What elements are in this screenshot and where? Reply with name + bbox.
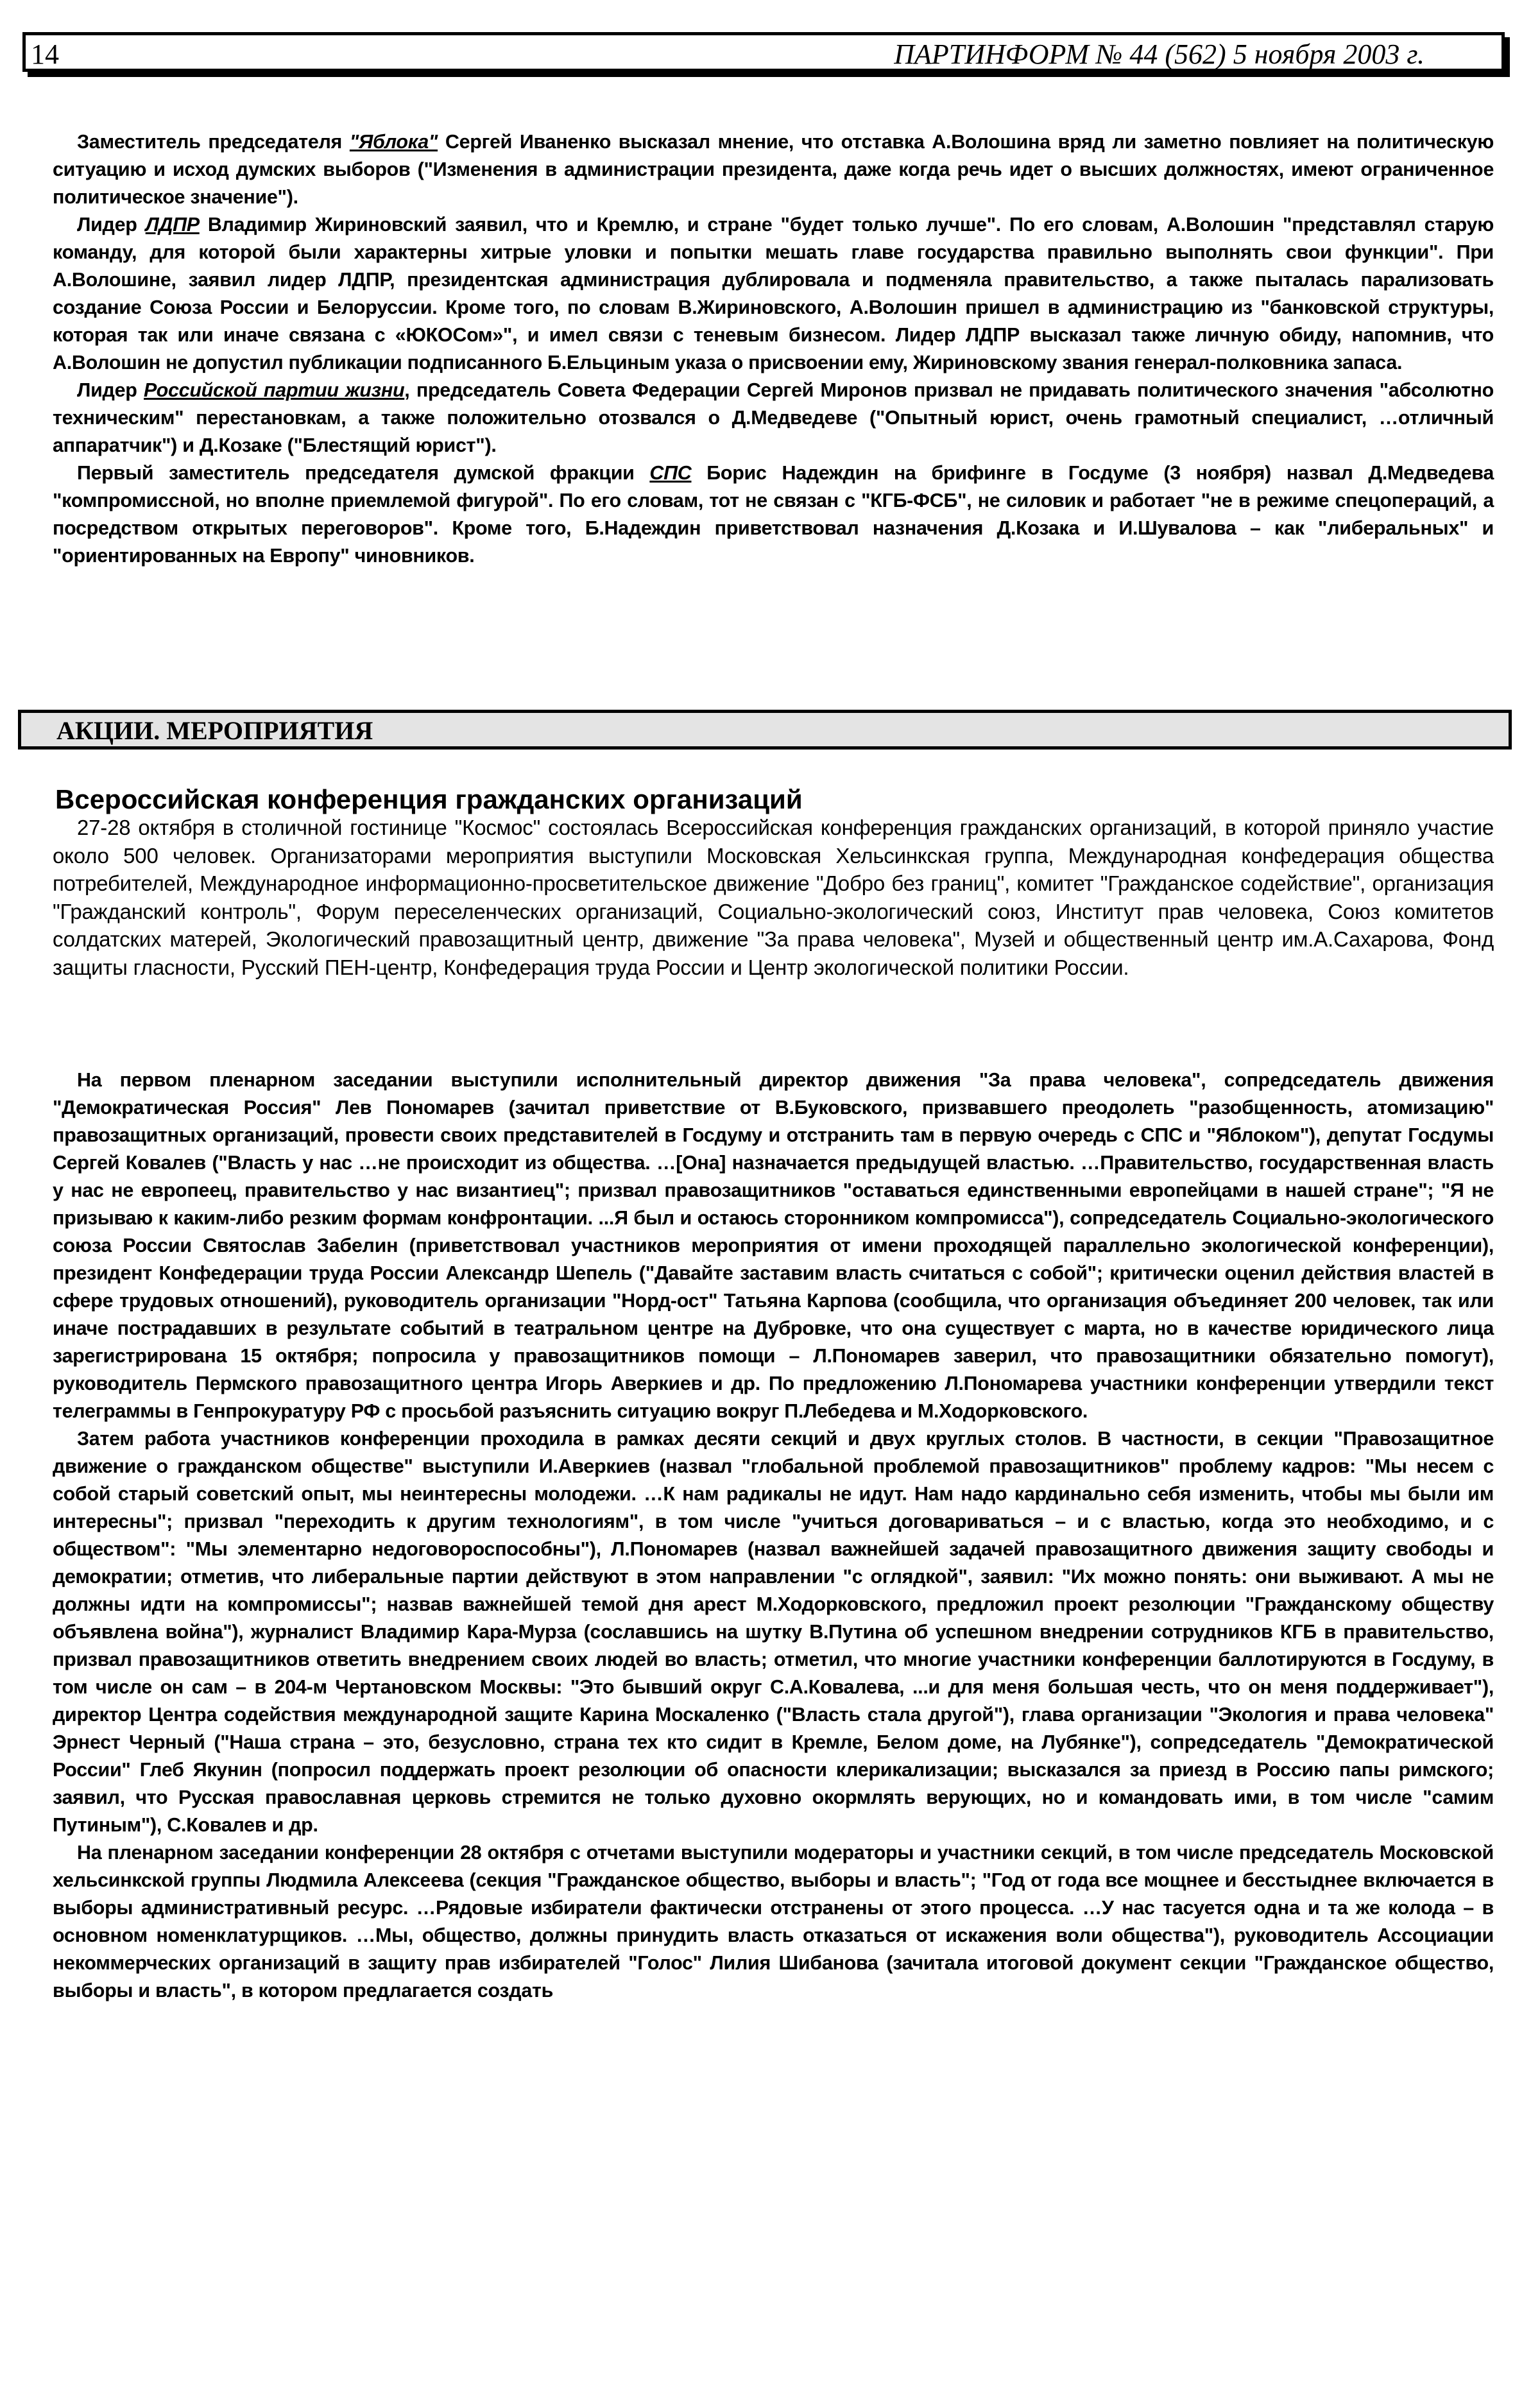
section-header: [18, 710, 1512, 750]
text: На первом пленарном заседании выступили исполнительный директор движения "За права человека", сопредседатель движения "Демократическая Россия" Лев Пономарев (зачитал приветствие от В.Буковского, призвавшего преодолеть "разобщенность, атомизацию" правозащитных организаций, провести своих представителей в Госдуму и отстранить там в первую очередь с СПС и "Яблоком"), депутат Госдумы Сергей Ковалев ("Власть у нас …не происходит из общества. …[Она] назначается предыдущей властью. …Правительство, государственная власть у нас не европеец, правительство у нас византиец"; призвал правозащитников "оставаться единственными европейцами в нашей стране"; "Я не призываю к каким-либо резким формам конфронтации. ...Я был и остаюсь сторонником компромисса"), сопредседатель Социально-экологического союза России Святослав Забелин (приветствовал участников мероприятия от имени проходящей параллельно экологической конференции), президент Конфедерации труда России Александр Шепель ("Давайте заставим власть считаться с собой"; критически оценил действия властей в сфере трудовых отношений), руководитель организации "Норд-ост" Татьяна Карпова (сообщила, что организация объединяет 200 человек, так или иначе пострадавших в результате событий в театральном центре на Дубровке, что она существует с марта, но в качестве юридического лица зарегистрирована 15 октября; попросила у правозащитников помощи – Л.Пономарев заверил, что правозащитники обязательно помогут), руководитель Пермского правозащитного центра Игорь Аверкиев и др. По предложению Л.Пономарева участники конференции утвердили текст телеграммы в Генпрокуратуру РФ с просьбой разъяснить ситуацию вокруг П.Лебедева и М.Ходорковского.: [53, 1069, 1494, 1422]
text: , председатель Совета Федерации Сергей Миронов призвал не придавать политического значения "абсолютно техническим" перестановкам, а также положительно отозвался о Д.Медведеве ("Опытный юрист, очень грамотный специалист, …отличный аппаратчик") и Д.Козаке ("Блестящий юрист").: [53, 379, 1494, 456]
text: Сергей Иваненко высказал мнение, что отставка А.Волошина вряд ли заметно повлияет на политическую ситуацию и исход думских выборов ("Изменения в администрации президента, даже когда речь идет о высших должностях, имеют ограниченное политическое значение").: [53, 131, 1494, 208]
article-intro: [53, 814, 1494, 981]
intro-paragraph: [53, 814, 1494, 981]
text: Борис Надеждин на брифинге в Госдуме (3 ноября) назвал Д.Медведева "компромиссной, но вполне приемлемой фигурой". По его словам, тот не связан с "КГБ-ФСБ", не силовик и работает "не в режиме спецопераций, а посредством открытых переговоров". Кроме того, Б.Надеждин приветствовал назначения Д.Козака и И.Шувалова – как "либеральных" и "ориентированных на Европу" чиновников.: [53, 462, 1494, 567]
text: Заместитель председателя: [77, 131, 350, 153]
page-header: [22, 32, 1505, 72]
section-title: АКЦИИ. МЕРОПРИЯТИЯ: [56, 716, 373, 745]
body-paragraph: [53, 1425, 1494, 1839]
paragraph-yabloko: [53, 128, 1494, 211]
text: Лидер: [77, 214, 146, 236]
party-link-yabloko[interactable]: "Яблока": [349, 131, 438, 153]
body-paragraph: [53, 1067, 1494, 1425]
party-link-ldpr[interactable]: ЛДПР: [145, 214, 200, 236]
publication-title: ПАРТИНФОРМ № 44 (562) 5 ноября 2003 г.: [894, 39, 1425, 70]
paragraph-rpzh: [53, 377, 1494, 459]
body-paragraph: [53, 1839, 1494, 2005]
text: Первый заместитель председателя думской фракции: [77, 462, 650, 484]
text: На пленарном заседании конференции 28 октября с отчетами выступили модераторы и участники секций, в том числе председатель Московской хельсинкской группы Людмила Алексеева (секция "Гражданское общество, выборы и власть"; "Год от года все мощнее и бесстыднее включается в выборы административный ресурс. …Рядовые избиратели фактически отстранены от этого процесса. …У нас тасуется одна и та же колода – в основном номенклатурщиков. …Мы, общество, должны принудить власть отказаться от искажения воли общества"), руководитель Ассоциации некоммерческих организаций в защиту прав избирателей "Голос" Лилия Шибанова (зачитала итоговой документ секции "Гражданское общество, выборы и власть", в котором предлагается создать: [53, 1842, 1494, 2001]
party-link-sps[interactable]: СПС: [649, 462, 692, 484]
article-body: [53, 1067, 1494, 2005]
party-link-rpzh[interactable]: Российской партии жизни: [144, 379, 405, 401]
text: 27-28 октября в столичной гостинице "Космос" состоялась Всероссийская конференция гражданских организаций, в которой приняло участие около 500 человек. Организаторами мероприятия выступили Московская Хельсинкская группа, Международная конфедерация общества потребителей, Международное информационно-просветительское движение "Добро без границ", комитет "Гражданское содействие", организация "Гражданский контроль", Форум переселенческих организаций, Социально-экологический союз, Институт прав человека, Союз комитетов солдатских матерей, Экологический правозащитный центр, движение "За права человека", Музей и общественный центр им.А.Сахарова, Фонд защиты гласности, Русский ПЕН-центр, Конфедерация труда России и Центр экологической политики России.: [53, 816, 1494, 979]
top-news-block: [53, 128, 1494, 570]
text: Затем работа участников конференции проходила в рамках десяти секций и двух круглых столов. В частности, в секции "Правозащитное движение о гражданском обществе" выступили И.Аверкиев (назвал "глобальной проблемой правозащитников" проблему кадров: "Мы несем с собой старый советский опыт, мы неинтересны молодежи. …К нам радикалы не идут. Нам надо кардинально себя изменить, чтобы мы были им интересны"; призвал "переходить к другим технологиям", в том числе "учиться договариваться – и с властью, когда это необходимо, и с обществом": "Мы элементарно недоговороспособны"), Л.Пономарев (назвал важнейшей задачей правозащитного движения защиту свободы и демократии; отметив, что либеральные партии действуют в этом направлении "с оглядкой", заявил: "Их можно понять: они выживают. А мы не должны идти на компромиссы"; назвав важнейшей темой дня арест М.Ходорковского, предложил проект резолюции "Гражданскому обществу объявлена война"), журналист Владимир Кара-Мурза (сославшись на шутку В.Путина об успешном внедрении сотрудников КГБ в правительство, призвал правозащитников ответить внедрением своих людей во власть; отметил, что многие участники конференции баллотируются в Госдуму, в том числе он сам – в 204-м Чертановском Москвы: "Это бывший округ С.А.Ковалева, ...и для меня большая честь, что он меня поддерживает"), директор Центра содействия международной защите Карина Москаленко ("Власть стала другой"), глава организации "Экология и права человека" Эрнест Черный ("Наша страна – это, безусловно, страна тех кто сидит в Кремле, Белом доме, на Лубянке"), сопредседатель "Демократической России" Глеб Якунин (попросил поддержать проект резолюции об опасности клерикализации; высказался за приезд в Россию папы римского; заявил, что Русская православная церковь стремится не только духовно окормлять верующих, но и командовать ими, в том числе "самим Путиным"), С.Ковалев и др.: [53, 1428, 1494, 1836]
paragraph-ldpr: [53, 211, 1494, 377]
article-title: Всероссийская конференция гражданских организаций: [55, 784, 803, 814]
text: Владимир Жириновский заявил, что и Кремлю, и стране "будет только лучше". По его словам, А.Волошин "представлял старую команду, для которой были характерны хитрые уловки и попытки мешать главе государства правильно выполнять свои функции". При А.Волошине, заявил лидер ЛДПР, президентская администрация дублировала и подменяла правительство, а также пыталась парализовать создание Союза России и Белоруссии. Кроме того, по словам В.Жириновского, А.Волошин пришел в администрацию из "банковской структуры, которая так или иначе связана с «ЮКОСом»", и имел связи с теневым бизнесом. Лидер ЛДПР высказал также личную обиду, напомнив, что А.Волошин не допустил публикации подписанного Б.Ельциным указа о присвоении ему, Жириновскому звания генерал-полковника запаса.: [53, 214, 1494, 373]
text: Лидер: [77, 379, 144, 401]
page-number: 14: [31, 39, 59, 70]
paragraph-sps: [53, 459, 1494, 570]
